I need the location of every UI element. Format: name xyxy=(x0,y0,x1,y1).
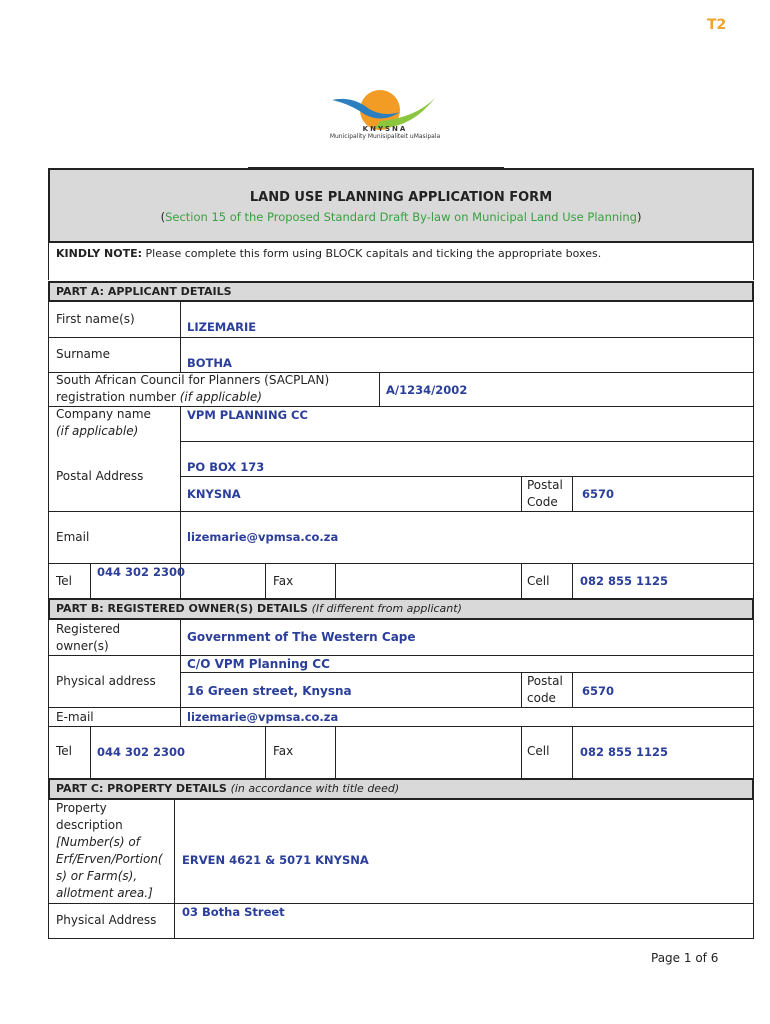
part-b-heading xyxy=(48,598,754,620)
sacplan-label-line1: South African Council for Planners (SACPLAN) xyxy=(56,373,330,387)
desc-label-line1: Property xyxy=(56,801,107,815)
tel-label: Tel xyxy=(56,574,73,588)
owner-postal-code-field[interactable]: 6570 xyxy=(582,684,615,698)
desc-label-line3: [Number(s) of xyxy=(56,835,140,849)
logo-caption xyxy=(320,126,450,140)
postal-code-field[interactable]: 6570 xyxy=(582,487,615,501)
sacplan-label-line2 xyxy=(56,389,329,406)
cell-field[interactable]: 082 855 1125 xyxy=(580,574,669,588)
desc-label-line2: description xyxy=(56,818,123,832)
postal-address-line1[interactable]: PO BOX 173 xyxy=(187,460,265,474)
sacplan-label-italic: (if applicable) xyxy=(179,390,262,404)
registered-owner-label xyxy=(56,621,120,655)
owner-postal-code-label-line2: code xyxy=(527,691,556,705)
note-label: KINDLY NOTE: xyxy=(56,247,143,260)
company-field[interactable]: VPM PLANNING CC xyxy=(187,408,308,422)
subtitle-open-paren: ( xyxy=(160,210,166,224)
note-text: Please complete this form using BLOCK capitals and ticking the appropriate boxes. xyxy=(142,247,602,260)
logo-name: KNYSNA xyxy=(362,125,408,133)
sacplan-label-text: registration number xyxy=(56,390,180,404)
company-label-line1: Company name xyxy=(56,407,151,421)
postal-code-label-line1: Postal xyxy=(527,478,563,492)
owner-postal-code-label xyxy=(527,673,563,707)
part-a-title: PART A: APPLICANT DETAILS xyxy=(56,285,232,298)
physical-address-line1[interactable]: C/O VPM Planning CC xyxy=(187,657,330,671)
kindly-note xyxy=(56,247,601,260)
owner-fax-label: Fax xyxy=(273,744,294,758)
owner-label-line2: owner(s) xyxy=(56,639,109,653)
postal-code-label xyxy=(527,477,563,511)
first-name-field[interactable]: LIZEMARIE xyxy=(187,320,257,334)
desc-label-line5: s) or Farm(s), xyxy=(56,869,138,883)
form-subtitle xyxy=(48,210,754,224)
owner-cell-field[interactable]: 082 855 1125 xyxy=(580,745,669,759)
property-address-field[interactable]: 03 Botha Street xyxy=(182,905,285,919)
postal-address-label: Postal Address xyxy=(56,469,144,483)
company-label xyxy=(56,406,151,440)
desc-label-line6: allotment area.] xyxy=(56,886,153,900)
tel-field[interactable]: 044 302 2300 xyxy=(97,565,186,579)
owner-email-field[interactable]: lizemarie@vpmsa.co.za xyxy=(187,710,339,724)
postal-code-label-line2: Code xyxy=(527,495,558,509)
owner-postal-code-label-line1: Postal xyxy=(527,674,563,688)
fax-label: Fax xyxy=(273,574,294,588)
owner-tel-label: Tel xyxy=(56,744,73,758)
owner-email-label: E-mail xyxy=(56,710,94,724)
email-label: Email xyxy=(56,530,90,544)
registered-owner-field[interactable]: Government of The Western Cape xyxy=(187,630,416,644)
form-title: LAND USE PLANNING APPLICATION FORM xyxy=(249,190,553,205)
part-c-title-italic: (in accordance with title deed) xyxy=(230,782,400,795)
part-c-title: PART C: PROPERTY DETAILS xyxy=(56,782,231,795)
cell-label: Cell xyxy=(527,574,550,588)
document-code: T2 xyxy=(707,17,727,33)
part-b-title: PART B: REGISTERED OWNER(S) DETAILS xyxy=(56,602,312,615)
subtitle-close-paren: ) xyxy=(636,210,642,224)
owner-label-line1: Registered xyxy=(56,622,121,636)
email-field[interactable]: lizemarie@vpmsa.co.za xyxy=(187,530,339,544)
sacplan-field[interactable]: A/1234/2002 xyxy=(386,383,468,397)
property-address-label: Physical Address xyxy=(56,913,157,927)
part-b-title-italic: (If different from applicant) xyxy=(311,602,462,615)
postal-address-line2[interactable]: KNYSNA xyxy=(187,487,241,501)
owner-cell-label: Cell xyxy=(527,744,550,758)
part-c-heading xyxy=(48,778,754,800)
company-label-italic: (if applicable) xyxy=(56,424,139,438)
physical-address-label: Physical address xyxy=(56,674,156,688)
sacplan-label xyxy=(56,372,329,406)
desc-label-line4: Erf/Erven/Portion( xyxy=(56,852,163,866)
property-description-field[interactable]: ERVEN 4621 & 5071 KNYSNA xyxy=(182,853,369,867)
physical-address-line2[interactable]: 16 Green street, Knysna xyxy=(187,684,352,698)
surname-label: Surname xyxy=(56,347,110,361)
logo-tagline: Municipality Munisipaliteit uMasipala xyxy=(329,133,441,140)
part-a-heading xyxy=(48,281,754,302)
surname-field[interactable]: BOTHA xyxy=(187,356,232,370)
form-header-box xyxy=(48,168,754,243)
first-name-label: First name(s) xyxy=(56,312,135,326)
subtitle-text: Section 15 of the Proposed Standard Draft By-law on Municipal Land Use Planning xyxy=(165,210,637,224)
property-description-label xyxy=(56,800,163,902)
owner-tel-field[interactable]: 044 302 2300 xyxy=(97,745,186,759)
page-number: Page 1 of 6 xyxy=(651,951,719,965)
